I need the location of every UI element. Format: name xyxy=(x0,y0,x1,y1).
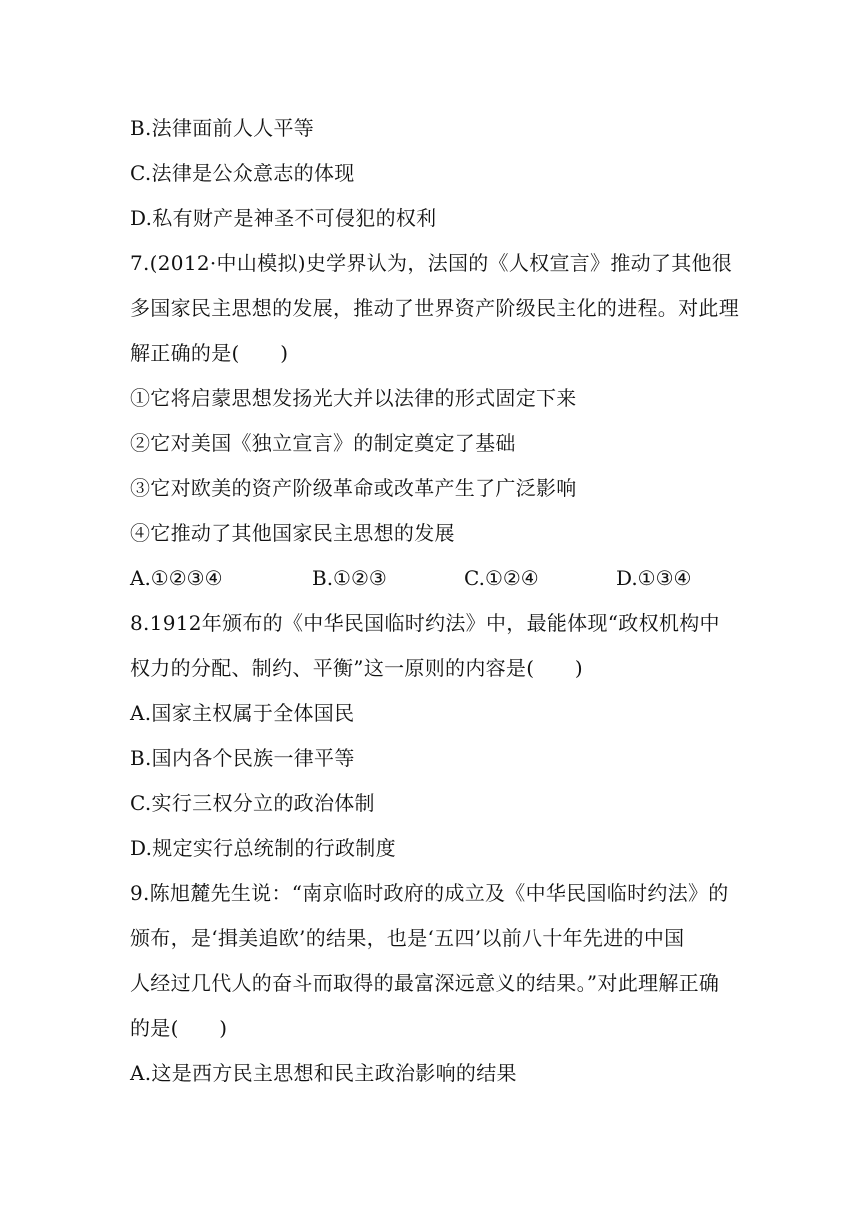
q7-option-c: C.①②④ xyxy=(464,566,539,590)
q8-option-c: C.实行三权分立的政治体制 xyxy=(130,791,375,815)
q7-statement-4: ④它推动了其他国家民主思想的发展 xyxy=(130,521,455,545)
q9-option-a: A.这是西方民主思想和民主政治影响的结果 xyxy=(130,1061,517,1085)
q9-stem-line-4: 的是( ) xyxy=(130,1016,228,1040)
q7-stem-line-3: 解正确的是( ) xyxy=(130,341,289,365)
q7-statement-2: ②它对美国《独立宣言》的制定奠定了基础 xyxy=(130,431,516,455)
q9-stem-line-1: 9.陈旭麓先生说：“南京临时政府的成立及《中华民国临时约法》的 xyxy=(130,881,729,905)
q9-stem-line-3: 人经过几代人的奋斗而取得的最富深远意义的结果。”对此理解正确 xyxy=(130,971,720,995)
q7-option-d: D.①③④ xyxy=(616,566,692,590)
q9-stem-line-2: 颁布，是‘揖美追欧’的结果，也是‘五四’以前八十年先进的中国 xyxy=(130,926,685,950)
q7-option-b: B.①②③ xyxy=(312,566,387,590)
q6-option-d: D.私有财产是神圣不可侵犯的权利 xyxy=(130,206,437,230)
q8-option-b: B.国内各个民族一律平等 xyxy=(130,746,355,770)
q7-options-row xyxy=(130,565,730,591)
q8-stem-line-1: 8.1912年颁布的《中华民国临时约法》中，最能体现“政权机构中 xyxy=(130,611,720,635)
q7-option-a: A.①②③④ xyxy=(130,566,223,590)
q8-stem-line-2: 权力的分配、制约、平衡”这一原则的内容是( ) xyxy=(130,656,584,680)
q7-statement-3: ③它对欧美的资产阶级革命或改革产生了广泛影响 xyxy=(130,476,577,500)
q7-stem-line-2: 多国家民主思想的发展，推动了世界资产阶级民主化的进程。对此理 xyxy=(130,296,739,320)
q8-option-a: A.国家主权属于全体国民 xyxy=(130,701,355,725)
q8-option-d: D.规定实行总统制的行政制度 xyxy=(130,836,396,860)
q7-stem-line-1: 7.(2012·中山模拟)史学界认为，法国的《人权宣言》推动了其他很 xyxy=(130,251,733,275)
q6-option-b: B.法律面前人人平等 xyxy=(130,116,315,140)
q7-statement-1: ①它将启蒙思想发扬光大并以法律的形式固定下来 xyxy=(130,386,577,410)
q6-option-c: C.法律是公众意志的体现 xyxy=(130,161,355,185)
